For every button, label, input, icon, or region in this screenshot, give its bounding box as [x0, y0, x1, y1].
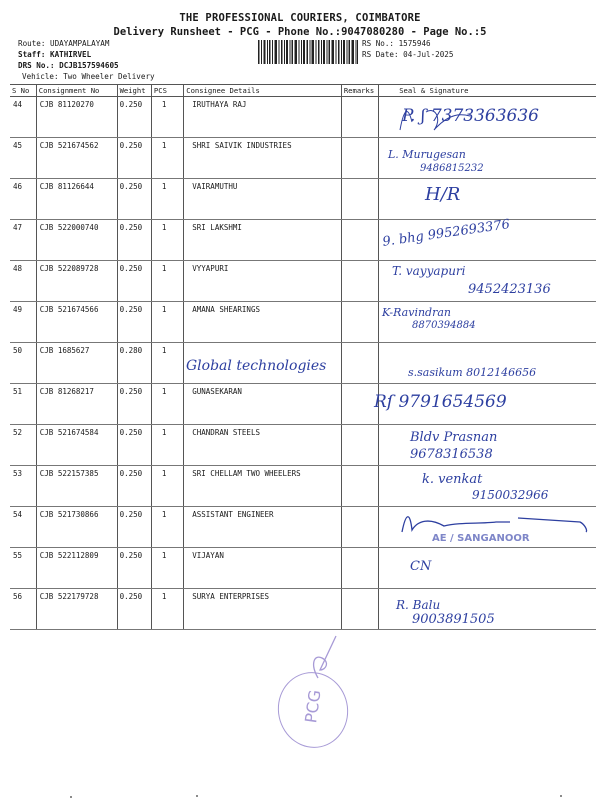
barcode — [258, 40, 358, 64]
cell-consignee: VIJAYAN — [184, 548, 342, 589]
cell-consignee: GUNASEKARAN — [184, 384, 342, 425]
cell-consignee: CHANDRAN STEELS — [184, 425, 342, 466]
cell-weight: 0.250 — [117, 384, 151, 425]
table-header-row — [10, 85, 596, 97]
cell-sno: 52 — [10, 425, 36, 466]
cell-remarks — [341, 302, 378, 343]
cell-remarks — [341, 466, 378, 507]
cell-sno: 49 — [10, 302, 36, 343]
signature-56-phone: 9003891505 — [412, 612, 495, 627]
cell-consignee: SURYA ENTERPRISES — [184, 589, 342, 630]
cell-sno: 48 — [10, 261, 36, 302]
vehicle-line: Vehicle: Two Wheeler Delivery — [22, 72, 155, 81]
cell-weight: 0.280 — [117, 343, 151, 384]
cell-pcs: 1 — [151, 589, 183, 630]
cell-consignment: CJB 81126644 — [36, 179, 117, 220]
cell-sno: 51 — [10, 384, 36, 425]
table-row — [10, 384, 596, 425]
col-consignment: Consignment No — [36, 85, 117, 97]
cell-weight: 0.250 — [117, 507, 151, 548]
cell-pcs: 1 — [151, 343, 183, 384]
signature-50: s.sasikum 8012146656 — [408, 366, 537, 379]
cell-weight: 0.250 — [117, 589, 151, 630]
cell-remarks — [341, 220, 378, 261]
signature-47: 9. bhg 9952693376 — [381, 217, 511, 250]
cell-sno: 47 — [10, 220, 36, 261]
cell-sno: 45 — [10, 138, 36, 179]
cell-pcs: 1 — [151, 261, 183, 302]
cell-sno: 50 — [10, 343, 36, 384]
cell-pcs: 1 — [151, 97, 183, 138]
signature-52-phone: 9678316538 — [410, 447, 493, 462]
table-row — [10, 179, 596, 220]
signature-48-phone: 9452423136 — [468, 282, 551, 297]
cell-consignment: CJB 1685627 — [36, 343, 117, 384]
cell-consignment: CJB 522157385 — [36, 466, 117, 507]
signature-44-scribble — [396, 104, 476, 134]
signature-53-phone: 9150032966 — [472, 488, 549, 502]
table-row — [10, 138, 596, 179]
cell-consignee: SRI LAKSHMI — [184, 220, 342, 261]
cell-weight: 0.250 — [117, 138, 151, 179]
signature-44: P. ʃ 7373363636 — [402, 106, 539, 126]
cell-weight: 0.250 — [117, 302, 151, 343]
cell-consignment: CJB 522089728 — [36, 261, 117, 302]
cell-pcs: 1 — [151, 384, 183, 425]
cell-pcs: 1 — [151, 138, 183, 179]
stamp-ae-sanganoor: AE / SANGANOOR — [432, 533, 530, 544]
rs-no-line: RS No.: 1575946 — [362, 39, 431, 48]
cell-remarks — [341, 589, 378, 630]
table-row — [10, 548, 596, 589]
signature-49-phone: 8870394884 — [412, 320, 476, 331]
staff-line: Staff: KATHIRVEL — [18, 50, 92, 59]
col-pcs: PCS — [151, 85, 183, 97]
signature-51: Rſ 9791654569 — [374, 392, 507, 412]
cell-remarks — [341, 179, 378, 220]
cell-consignee: ASSISTANT ENGINEER — [184, 507, 342, 548]
speck — [70, 796, 72, 798]
cell-remarks — [341, 261, 378, 302]
signature-53-name: k. venkat — [422, 472, 483, 487]
col-weight: Weight — [117, 85, 151, 97]
route-line: Route: UDAYAMPALAYAM — [18, 39, 110, 48]
cell-remarks — [341, 138, 378, 179]
cell-consignment: CJB 521730866 — [36, 507, 117, 548]
cell-remarks — [341, 97, 378, 138]
cell-sno: 55 — [10, 548, 36, 589]
cell-sno: 44 — [10, 97, 36, 138]
pcg-round-stamp: PCG — [271, 666, 355, 755]
cell-weight: 0.250 — [117, 548, 151, 589]
cell-consignment: CJB 521674584 — [36, 425, 117, 466]
col-signature: Seal & Signature — [379, 85, 596, 97]
cell-weight: 0.250 — [117, 179, 151, 220]
col-consignee: Consignee Details — [184, 85, 342, 97]
cell-weight: 0.250 — [117, 466, 151, 507]
signature-52-name: Bldv Prasnan — [410, 430, 498, 445]
cell-consignee: AMANA SHEARINGS — [184, 302, 342, 343]
cell-weight: 0.250 — [117, 220, 151, 261]
signature-45-name: L. Murugesan — [388, 148, 466, 161]
signature-48-name: T. vayyapuri — [392, 264, 466, 278]
cell-consignment: CJB 521674566 — [36, 302, 117, 343]
cell-sno: 46 — [10, 179, 36, 220]
cell-consignee: VYYAPURI — [184, 261, 342, 302]
rs-date-line: RS Date: 04-Jul-2025 — [362, 50, 454, 59]
cell-sno: 56 — [10, 589, 36, 630]
cell-pcs: 1 — [151, 220, 183, 261]
stamp-tick-mark — [300, 634, 340, 680]
signature-46: H/R — [425, 184, 461, 205]
signature-49-name: K-Ravindran — [382, 306, 451, 319]
cell-consignment: CJB 522112809 — [36, 548, 117, 589]
cell-pcs: 1 — [151, 179, 183, 220]
cell-weight: 0.250 — [117, 261, 151, 302]
cell-pcs: 1 — [151, 507, 183, 548]
runsheet-table — [10, 84, 596, 630]
cell-consignment: CJB 521674562 — [36, 138, 117, 179]
cell-remarks — [341, 425, 378, 466]
drs-line: DRS No.: DCJB157594605 — [18, 61, 119, 70]
cell-pcs: 1 — [151, 548, 183, 589]
cell-sno: 54 — [10, 507, 36, 548]
cell-consignment: CJB 81120270 — [36, 97, 117, 138]
cell-remarks — [341, 548, 378, 589]
cell-consignee: VAIRAMUTHU — [184, 179, 342, 220]
cell-consignment: CJB 522000740 — [36, 220, 117, 261]
cell-sno: 53 — [10, 466, 36, 507]
cell-weight: 0.250 — [117, 425, 151, 466]
document-subtitle: Delivery Runsheet - PCG - Phone No.:9047080280 - Page No.:5 — [113, 26, 487, 38]
table-row — [10, 589, 596, 630]
table-row — [10, 302, 596, 343]
table-row — [10, 425, 596, 466]
cell-consignee: IRUTHAYA RAJ — [184, 97, 342, 138]
signature-45-phone: 9486815232 — [420, 163, 484, 174]
speck — [196, 795, 198, 797]
cell-consignee: SRI CHELLAM TWO WHEELERS — [184, 466, 342, 507]
cell-signature — [379, 179, 596, 220]
cell-consignment: CJB 522179728 — [36, 589, 117, 630]
cell-weight: 0.250 — [117, 97, 151, 138]
consignee-50-handwritten: Global technologies — [186, 358, 327, 374]
cell-consignment: CJB 81268217 — [36, 384, 117, 425]
cell-remarks — [341, 507, 378, 548]
document-title: THE PROFESSIONAL COURIERS, COIMBATORE — [179, 12, 421, 24]
signature-55: CN — [410, 559, 432, 574]
col-sno: S No — [10, 85, 36, 97]
speck — [560, 795, 562, 797]
signature-56-name: R. Balu — [396, 598, 441, 612]
cell-pcs: 1 — [151, 425, 183, 466]
cell-remarks — [341, 343, 378, 384]
cell-pcs: 1 — [151, 466, 183, 507]
cell-pcs: 1 — [151, 302, 183, 343]
col-remarks: Remarks — [341, 85, 378, 97]
cell-consignee: SHRI SAIVIK INDUSTRIES — [184, 138, 342, 179]
